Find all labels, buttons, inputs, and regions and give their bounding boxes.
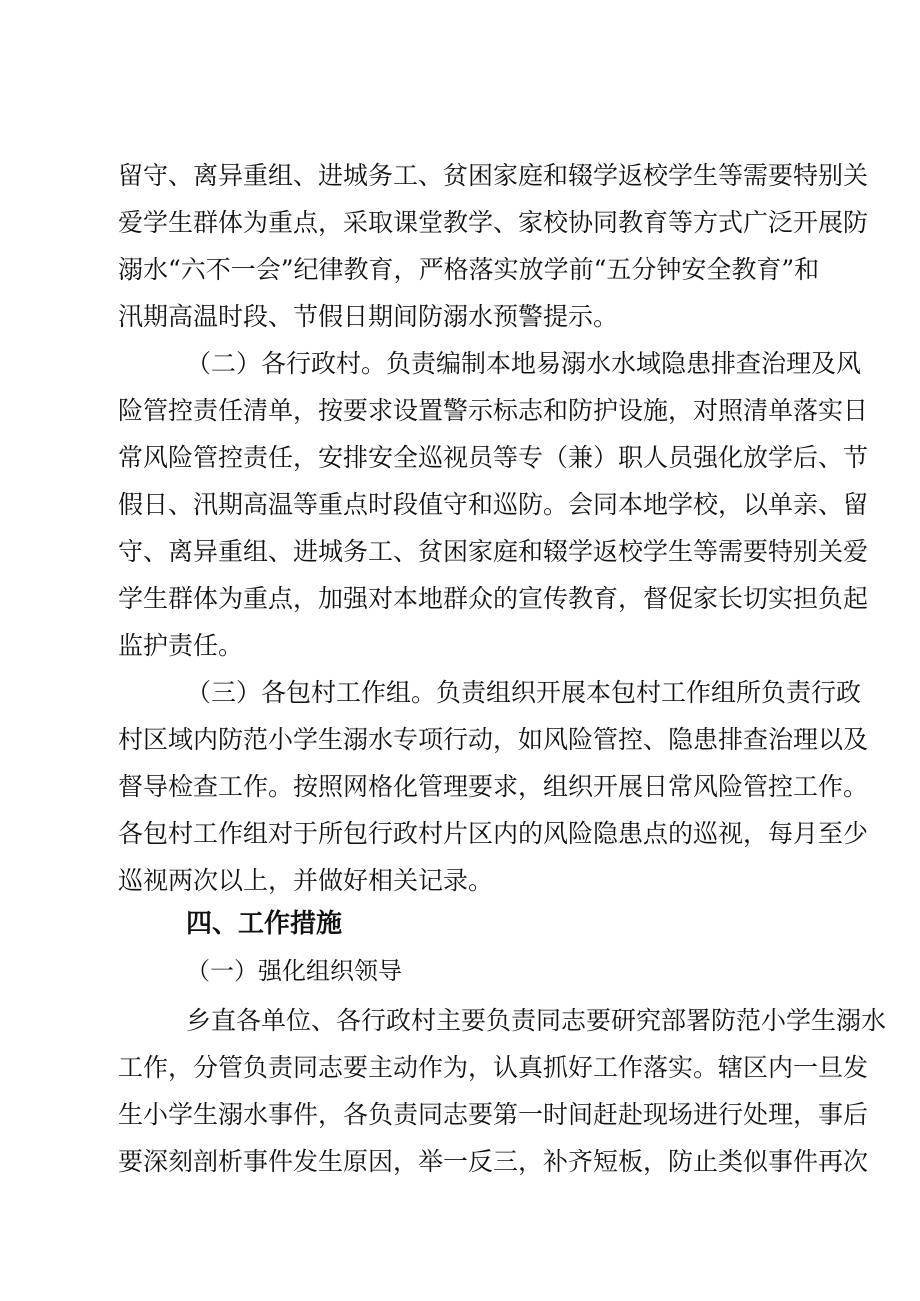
para4-line-1: 乡直各单位、各行政村主要负责同志要研究部署防范小学生溺水 <box>186 1006 887 1035</box>
para3-line-4: 各包村工作组对于所包行政村片区内的风险隐患点的巡视，每月至少 <box>118 819 869 848</box>
subsection-heading-1: （一）强化组织领导 <box>186 957 402 985</box>
para2-line-2: 险管控责任清单，按要求设置警示标志和防护设施，对照清单落实日 <box>118 396 869 425</box>
para4-line-4: 要深刻剖析事件发生原因，举一反三，补齐短板，防止类似事件再次 <box>118 1147 869 1176</box>
para1-line-3: 溺水“六不一会”纪律教育，严格落实放学前“五分钟安全教育”和 <box>118 255 820 284</box>
para3-line-5: 巡视两次以上，并做好相关记录。 <box>118 866 494 895</box>
para1-line-4: 汛期高温时段、节假日期间防溺水预警提示。 <box>118 302 619 331</box>
para2-line-7: 监护责任。 <box>118 631 244 660</box>
para2-line-5: 守、离异重组、进城务工、贫困家庭和辍学返校学生等需要特别关爱 <box>118 537 869 566</box>
para3-line-3: 督导检查工作。按照网格化管理要求，组织开展日常风险管控工作。 <box>118 772 869 801</box>
para3-line-1: （三）各包村工作组。负责组织开展本包村工作组所负责行政 <box>186 678 862 707</box>
para1-line-2: 爱学生群体为重点，采取课堂教学、家校协同教育等方式广泛开展防 <box>118 208 869 237</box>
para1-line-1: 留守、离异重组、进城务工、贫困家庭和辍学返校学生等需要特别关 <box>118 161 869 190</box>
para4-line-3: 生小学生溺水事件，各负责同志要第一时间赶赴现场进行处理，事后 <box>118 1100 869 1129</box>
para2-line-6: 学生群体为重点，加强对本地群众的宣传教育，督促家长切实担负起 <box>118 584 869 613</box>
section-heading-4: 四、工作措施 <box>186 909 343 939</box>
para2-line-1: （二）各行政村。负责编制本地易溺水水域隐患排查治理及风 <box>186 349 862 378</box>
para3-line-2: 村区域内防范小学生溺水专项行动，如风险管控、隐患排查治理以及 <box>118 725 869 754</box>
para2-line-4: 假日、汛期高温等重点时段值守和巡防。会同本地学校，以单亲、留 <box>118 490 869 519</box>
para2-line-3: 常风险管控责任，安排安全巡视员等专（兼）职人员强化放学后、节 <box>118 443 869 472</box>
para4-line-2: 工作，分管负责同志要主动作为，认真抓好工作落实。辖区内一旦发 <box>118 1053 869 1082</box>
